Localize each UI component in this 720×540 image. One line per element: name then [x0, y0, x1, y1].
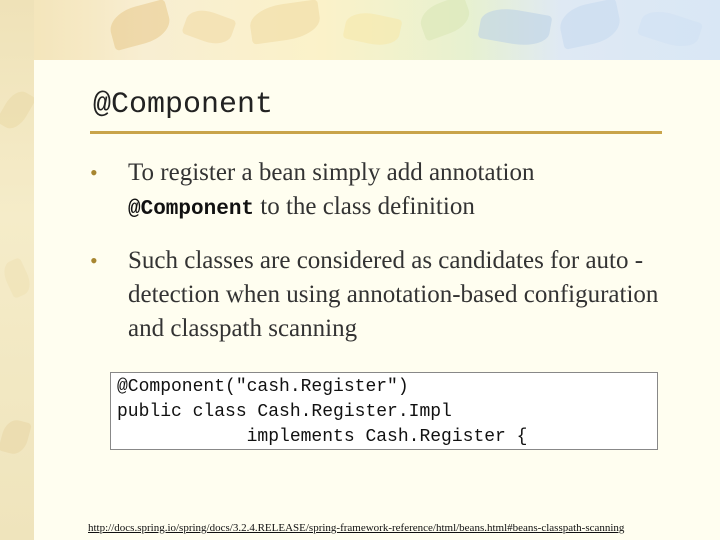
code-block — [110, 372, 658, 450]
code-line: implements Cash.Register { — [117, 427, 528, 447]
code-line: public class Cash.Register.Impl — [117, 402, 452, 422]
slide-title: @Component — [93, 88, 274, 122]
reference-link[interactable]: http://docs.spring.io/spring/docs/3.2.4.RELEASE/spring-framework-reference/html/beans.html#beans-classpath-scanning — [88, 522, 625, 534]
code-line: @Component("cash.Register") — [117, 377, 409, 397]
bullet-item — [90, 244, 690, 346]
bullet-text — [128, 156, 690, 227]
title-underline — [90, 131, 662, 134]
bullet-text-part: to the class definition — [254, 193, 475, 220]
bullet-item — [90, 156, 690, 227]
bullet-dot-icon: • — [90, 248, 98, 273]
bullet-text: Such classes are considered as candidates for auto -detection when using annotation-based configuration and classpath scanning — [128, 247, 659, 342]
bullet-text-part: To register a bean simply add annotation — [128, 159, 535, 186]
bullet-dot-icon: • — [90, 160, 98, 185]
inline-code: @Component — [128, 198, 255, 221]
